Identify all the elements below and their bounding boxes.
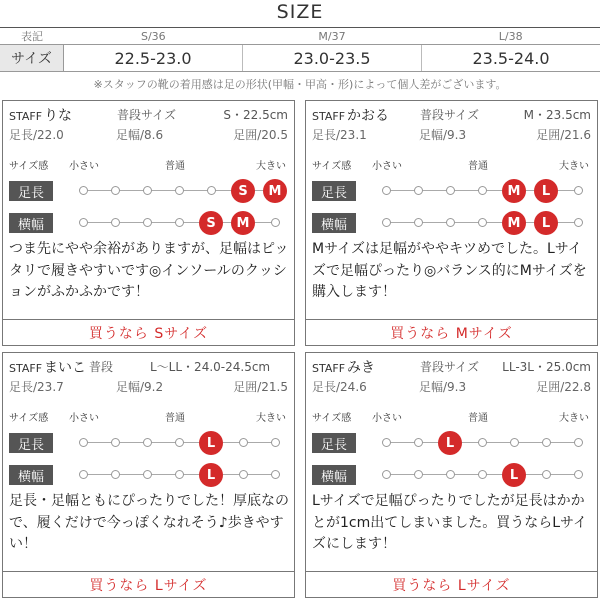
foot-girth: 足囲/21.5 — [233, 380, 288, 394]
size-scale-row — [306, 211, 597, 235]
staff-label: STAFF — [312, 362, 346, 375]
size-scale-row — [3, 179, 294, 203]
staff-label: STAFF — [9, 110, 43, 123]
scale-dot — [175, 218, 184, 227]
scale-dot — [271, 218, 280, 227]
scale-dot — [414, 470, 423, 479]
scale-dot — [239, 470, 248, 479]
staff-name: りな — [44, 108, 73, 124]
staff-header — [312, 105, 591, 123]
size-scale-row — [306, 179, 597, 203]
staff-name: かおる — [347, 108, 390, 124]
scale-row-label: 横幅 — [312, 465, 356, 485]
staff-name: みき — [347, 360, 376, 376]
size-scale-row — [306, 431, 597, 455]
size-mark: M — [263, 179, 287, 203]
scale-dot — [111, 218, 120, 227]
scale-label-small: 小さい — [372, 413, 402, 424]
scale-dot — [382, 186, 391, 195]
size-mark: L — [438, 431, 462, 455]
scale-labels — [3, 409, 294, 423]
staff-card — [305, 352, 598, 598]
foot-girth: 足囲/22.8 — [536, 380, 591, 394]
size-mark: S — [199, 211, 223, 235]
buy-recommendation: 買うなら Lサイズ — [306, 571, 597, 597]
scale-row-label: 足長 — [9, 433, 53, 453]
staff-card — [2, 352, 295, 598]
foot-width: 足幅/8.6 — [116, 128, 164, 142]
staff-card — [2, 100, 295, 346]
scale-dot — [382, 470, 391, 479]
staff-card — [305, 100, 598, 346]
scale-dot — [111, 470, 120, 479]
size-header-cell: M/37 — [318, 29, 346, 43]
scale-dot — [79, 470, 88, 479]
buy-recommendation: 買うなら Lサイズ — [3, 571, 294, 597]
size-mark: M — [231, 211, 255, 235]
scale-dot — [446, 186, 455, 195]
scale-dot — [478, 218, 487, 227]
buy-recommendation: 買うなら Sサイズ — [3, 319, 294, 345]
staff-comment: 足長・足幅ともにぴったりでした！厚底なので、履くだけで今っぽくなれそう♪歩きやすい！ — [9, 493, 289, 552]
size-mark: L — [199, 431, 223, 455]
scale-dot — [143, 218, 152, 227]
scale-dot — [446, 218, 455, 227]
size-table-header-label: 表記 — [21, 30, 43, 43]
scale-title: サイズ感 — [9, 161, 49, 172]
staff-label: STAFF — [9, 362, 43, 375]
scale-labels — [306, 409, 597, 423]
foot-measurements — [9, 378, 288, 394]
staff-header — [9, 105, 288, 123]
foot-width: 足幅/9.3 — [419, 380, 467, 394]
size-header-cell: S/36 — [140, 29, 166, 43]
scale-dot — [175, 186, 184, 195]
scale-label-large: 大きい — [559, 413, 589, 424]
scale-dot — [510, 438, 519, 447]
usual-size-value: M・23.5cm — [523, 108, 591, 122]
size-table-row — [0, 44, 600, 72]
size-header-cell: L/38 — [498, 29, 523, 43]
size-mark: L — [534, 179, 558, 203]
size-scale-row — [3, 211, 294, 235]
foot-girth: 足囲/20.5 — [233, 128, 288, 142]
scale-dot — [207, 186, 216, 195]
size-mark: S — [231, 179, 255, 203]
foot-length: 足長/23.7 — [9, 380, 64, 394]
scale-dot — [271, 470, 280, 479]
scale-dot — [574, 218, 583, 227]
scale-label-small: 小さい — [69, 161, 99, 172]
scale-row-label: 横幅 — [312, 213, 356, 233]
foot-width: 足幅/9.2 — [116, 380, 164, 394]
scale-title: サイズ感 — [9, 413, 49, 424]
scale-label-large: 大きい — [256, 413, 286, 424]
size-mark: M — [502, 211, 526, 235]
size-table — [0, 28, 600, 72]
usual-size-value: S・22.5cm — [223, 108, 288, 122]
scale-dot — [79, 438, 88, 447]
scale-dot — [414, 218, 423, 227]
scale-dot — [175, 470, 184, 479]
scale-dot — [111, 438, 120, 447]
scale-row-label: 足長 — [312, 433, 356, 453]
foot-measurements — [312, 126, 591, 142]
scale-row-label: 横幅 — [9, 465, 53, 485]
usual-size-label: 普段サイズ — [420, 108, 480, 122]
page-title: SIZE — [276, 1, 324, 23]
scale-dot — [478, 470, 487, 479]
fit-note: ※スタッフの靴の着用感は足の形状(甲幅・甲高・形)によって個人差がございます。 — [93, 78, 507, 91]
size-value-cell: 23.5-24.0 — [421, 45, 600, 71]
scale-label-normal: 普通 — [468, 161, 488, 172]
scale-dot — [79, 186, 88, 195]
scale-dot — [239, 438, 248, 447]
scale-row-label: 足長 — [9, 181, 53, 201]
scale-dot — [574, 470, 583, 479]
scale-dot — [414, 186, 423, 195]
staff-comment: Mサイズは足幅がややキツめでした。Lサイズで足幅ぴったり◎バランス的にMサイズを購入します！ — [312, 241, 587, 300]
scale-dot — [446, 470, 455, 479]
scale-dot — [382, 218, 391, 227]
size-scale-row — [3, 431, 294, 455]
scale-dot — [111, 186, 120, 195]
scale-dot — [175, 438, 184, 447]
scale-dot — [79, 218, 88, 227]
size-table-header — [0, 28, 600, 44]
staff-name: まいこ — [44, 360, 87, 376]
foot-length: 足長/22.0 — [9, 128, 64, 142]
staff-comment: つま先にやや余裕がありますが、足幅はピッタリで履きやすいです◎インソールのクッションがふかふかです！ — [9, 241, 289, 300]
size-mark: L — [534, 211, 558, 235]
size-value-cell: 22.5-23.0 — [114, 48, 192, 68]
staff-header — [312, 357, 591, 375]
foot-girth: 足囲/21.6 — [536, 128, 591, 142]
size-scale-row — [3, 463, 294, 487]
scale-label-large: 大きい — [256, 161, 286, 172]
foot-length: 足長/23.1 — [312, 128, 367, 142]
foot-length: 足長/24.6 — [312, 380, 367, 394]
foot-width: 足幅/9.3 — [419, 128, 467, 142]
size-table-row-label: サイズ — [0, 45, 64, 71]
size-scale-row — [306, 463, 597, 487]
scale-label-normal: 普通 — [165, 161, 185, 172]
staff-label: STAFF — [312, 110, 346, 123]
usual-size-value: L〜LL・24.0-24.5cm — [150, 360, 271, 374]
scale-title: サイズ感 — [312, 161, 352, 172]
size-mark: L — [199, 463, 223, 487]
size-mark: L — [502, 463, 526, 487]
scale-labels — [306, 157, 597, 171]
scale-row-label: 横幅 — [9, 213, 53, 233]
usual-size-value: LL-3L・25.0cm — [502, 360, 591, 374]
scale-dot — [542, 470, 551, 479]
scale-dot — [574, 438, 583, 447]
scale-label-normal: 普通 — [165, 413, 185, 424]
scale-label-small: 小さい — [372, 161, 402, 172]
foot-measurements — [9, 126, 288, 142]
scale-title: サイズ感 — [312, 413, 352, 424]
scale-dot — [478, 186, 487, 195]
scale-labels — [3, 157, 294, 171]
buy-recommendation: 買うなら Mサイズ — [306, 319, 597, 345]
staff-header — [9, 357, 288, 375]
scale-dot — [143, 470, 152, 479]
scale-label-normal: 普通 — [468, 413, 488, 424]
scale-label-small: 小さい — [69, 413, 99, 424]
scale-row-label: 足長 — [312, 181, 356, 201]
scale-dot — [414, 438, 423, 447]
scale-dot — [542, 438, 551, 447]
scale-dot — [143, 186, 152, 195]
scale-dot — [478, 438, 487, 447]
size-mark: M — [502, 179, 526, 203]
scale-dot — [143, 438, 152, 447]
scale-dot — [382, 438, 391, 447]
scale-label-large: 大きい — [559, 161, 589, 172]
size-value-cell: 23.0-23.5 — [242, 45, 421, 71]
usual-size-label: 普段 — [89, 360, 114, 374]
foot-measurements — [312, 378, 591, 394]
scale-dot — [574, 186, 583, 195]
usual-size-label: 普段サイズ — [420, 360, 480, 374]
scale-dot — [271, 438, 280, 447]
usual-size-label: 普段サイズ — [117, 108, 177, 122]
staff-comment: Lサイズで足幅ぴったりでしたが足長はかかとが1cm出てしまいました。買うならLサイズにします！ — [312, 493, 588, 552]
